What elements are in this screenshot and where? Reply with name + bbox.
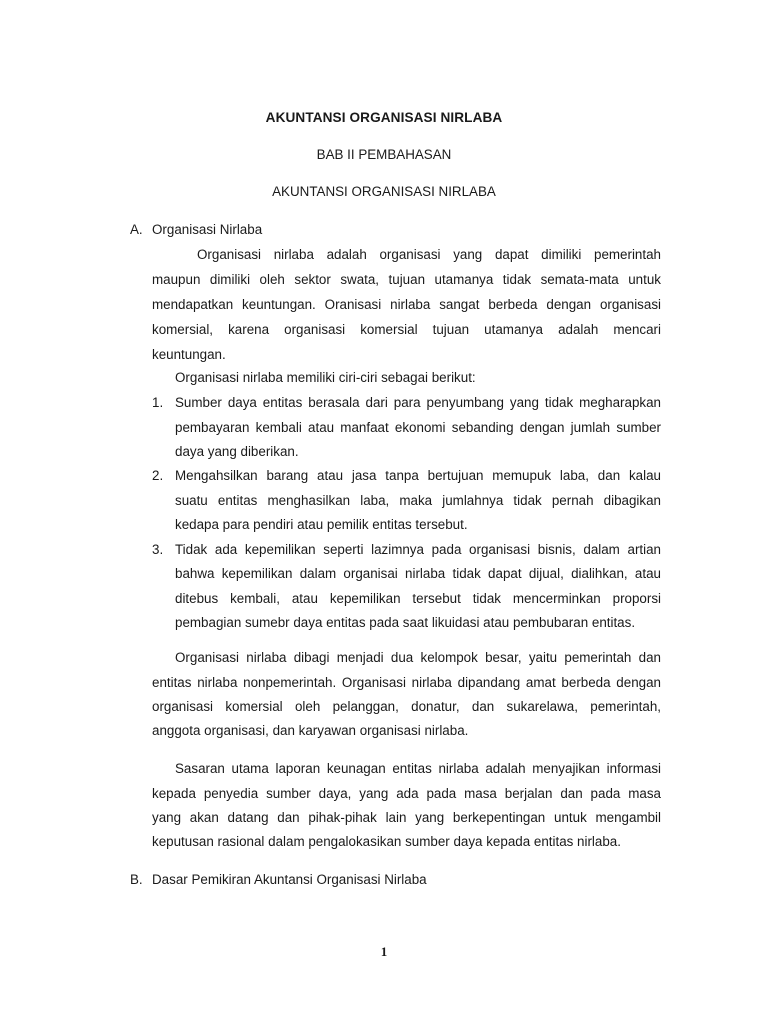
chapter-subtitle: AKUNTANSI ORGANISASI NIRLABA <box>272 184 496 199</box>
list-item-line: ditebus kembali, atau kepemilikan tersebut tidak mencerminkan proporsi <box>175 591 661 606</box>
list-intro: Organisasi nirlaba memiliki ciri-ciri sebagai berikut: <box>175 370 476 385</box>
list-item-number: 3. <box>152 542 164 557</box>
list-item-line: bahwa kepemilikan dalam organisai nirlaba tidak dapat dijual, dialihkan, atau <box>175 566 661 581</box>
list-item-line: Tidak ada kepemilikan seperti lazimnya pada organisasi bisnis, dalam artian <box>175 542 661 557</box>
list-item-number: 1. <box>152 395 164 410</box>
list-item-line: suatu entitas menghasilkan laba, maka jumlahnya tidak pernah dibagikan <box>175 493 661 508</box>
list-item-line: Sumber daya entitas berasala dari para penyumbang yang tidak megharapkan <box>175 395 661 410</box>
paragraph1-line: Organisasi nirlaba adalah organisasi yang dapat dimiliki pemerintah <box>197 247 661 262</box>
paragraph1-line: komersial, karena organisasi komersial tujuan utamanya adalah mencari <box>152 322 661 337</box>
paragraph3-line: keputusan rasional dalam pengalokasikan sumber daya kepada entitas nirlaba. <box>152 834 621 849</box>
chapter-heading: BAB II PEMBAHASAN <box>316 147 452 162</box>
paragraph1-line: keuntungan. <box>152 347 226 362</box>
paragraph2-line: organisasi komersial oleh pelanggan, donatur, dan sukarelawa, pemerintah, <box>152 699 661 714</box>
paragraph2-line: anggota organisasi, dan karyawan organisasi nirlaba. <box>152 723 469 738</box>
paragraph2-line: Organisasi nirlaba dibagi menjadi dua kelompok besar, yaitu pemerintah dan <box>175 650 661 665</box>
paragraph3-line: Sasaran utama laporan keunagan entitas nirlaba adalah menyajikan informasi <box>175 761 661 776</box>
list-item-line: pembagian sumebr daya entitas pada saat likuidasi atau pembubaran entitas. <box>175 615 636 630</box>
page-number: 1 <box>380 944 388 959</box>
list-item-line: daya yang diberikan. <box>175 444 299 459</box>
paragraph3-line: yang akan datang dan pihak-pihak lain yang berkepentingan untuk mengambil <box>152 810 661 825</box>
list-item-line: pembayaran kembali atau manfaat ekonomi sebanding dengan jumlah sumber <box>175 420 661 435</box>
paragraph3-line: kepada penyedia sumber daya, yang ada pada masa berjalan dan pada masa <box>152 786 661 801</box>
document-title: AKUNTANSI ORGANISASI NIRLABA <box>265 110 503 125</box>
section-a-letter: A. <box>130 222 143 237</box>
paragraph1-line: mendapatkan keuntungan. Oranisasi nirlaba sangat berbeda dengan organisasi <box>152 297 661 312</box>
list-item-line: kedapa para pendiri atau pemilik entitas tersebut. <box>175 517 468 532</box>
section-b-letter: B. <box>130 872 143 887</box>
paragraph1-line: maupun dimiliki oleh sektor swata, tujuan utamanya tidak semata-mata untuk <box>152 272 661 287</box>
section-a-heading: Organisasi Nirlaba <box>152 222 263 237</box>
list-item-line: Mengahsilkan barang atau jasa tanpa bertujuan memupuk laba, dan kalau <box>175 468 661 483</box>
section-b-heading: Dasar Pemikiran Akuntansi Organisasi Nirlaba <box>152 872 427 887</box>
paragraph2-line: entitas nirlaba nonpemerintah. Organisasi nirlaba dipandang amat berbeda dengan <box>152 675 661 690</box>
list-item-number: 2. <box>152 468 164 483</box>
